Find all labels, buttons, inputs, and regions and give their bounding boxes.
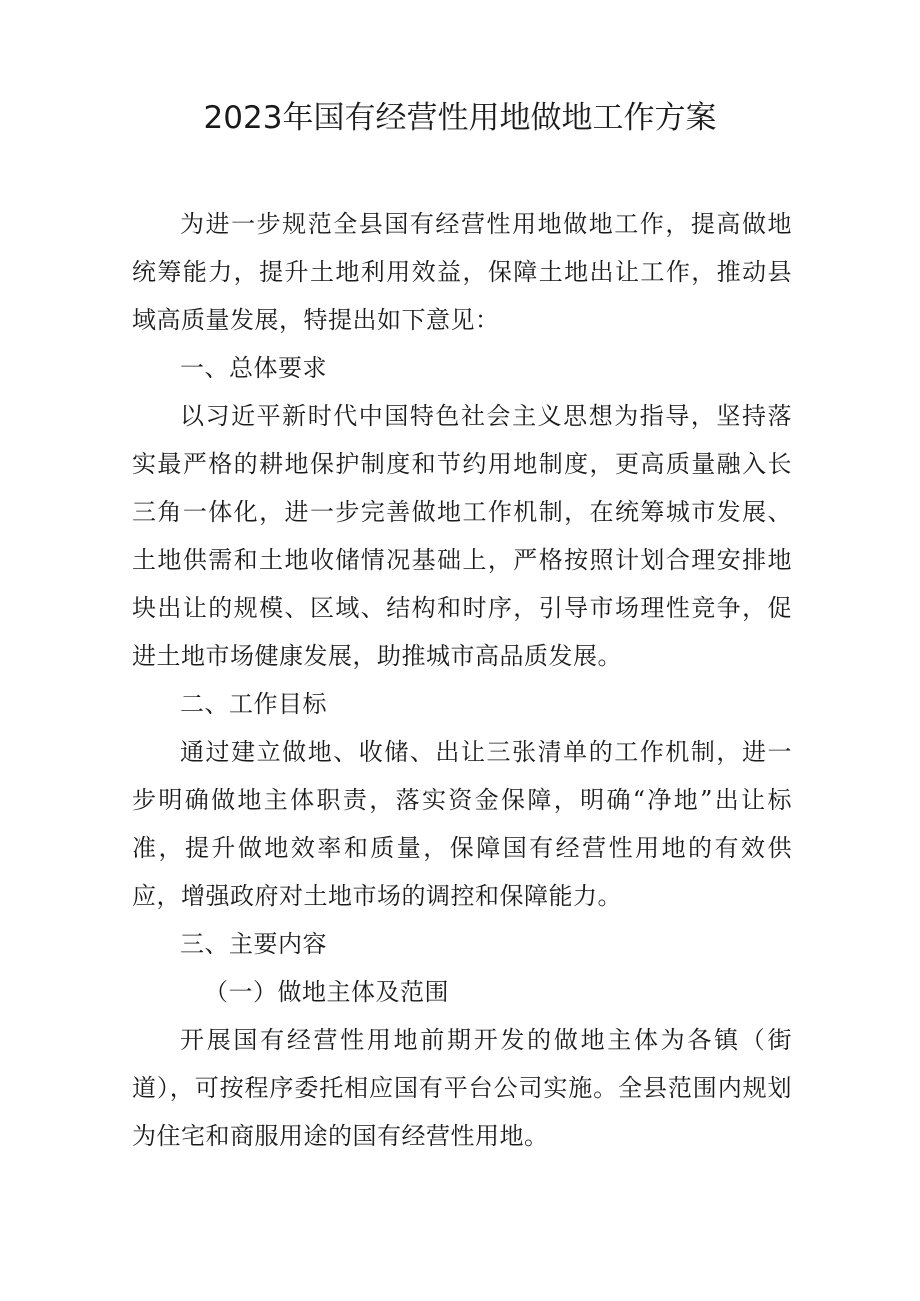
section-heading-general-requirements: 一、总体要求 bbox=[180, 354, 327, 382]
section-heading-work-goals: 二、工作目标 bbox=[180, 690, 327, 718]
section-heading-main-content: 三、主要内容 bbox=[180, 930, 327, 958]
document-title: 2023年国有经营性用地做地工作方案 bbox=[203, 100, 717, 136]
subsection-paragraph-subject-and-scope: 开展国有经营性用地前期开发的做地主体为各镇（街道），可按程序委托相应国有平台公司实施。全县范围内规划为住宅和商服用途的国有经营性用地。 bbox=[132, 1026, 792, 1150]
section-paragraph-work-goals: 通过建立做地、收储、出让三张清单的工作机制，进一步明确做地主体职责，落实资金保障，明确“净地”出让标准，提升做地效率和质量，保障国有经营性用地的有效供应，增强政府对土地市场的调控和保障能力。 bbox=[132, 738, 792, 910]
intro-paragraph: 为进一步规范全县国有经营性用地做地工作，提高做地统筹能力，提升土地利用效益，保障土地出让工作，推动县域高质量发展，特提出如下意见： bbox=[132, 210, 792, 334]
document-body bbox=[132, 200, 792, 1160]
subsection-heading-subject-and-scope: （一）做地主体及范围 bbox=[204, 978, 449, 1006]
section-paragraph-general-requirements: 以习近平新时代中国特色社会主义思想为指导，坚持落实最严格的耕地保护制度和节约用地制度，更高质量融入长三角一体化，进一步完善做地工作机制，在统筹城市发展、土地供需和土地收储情况基础上，严格按照计划合理安排地块出让的规模、区域、结构和时序，引导市场理性竞争，促进土地市场健康发展，助推城市高品质发展。 bbox=[132, 402, 792, 670]
